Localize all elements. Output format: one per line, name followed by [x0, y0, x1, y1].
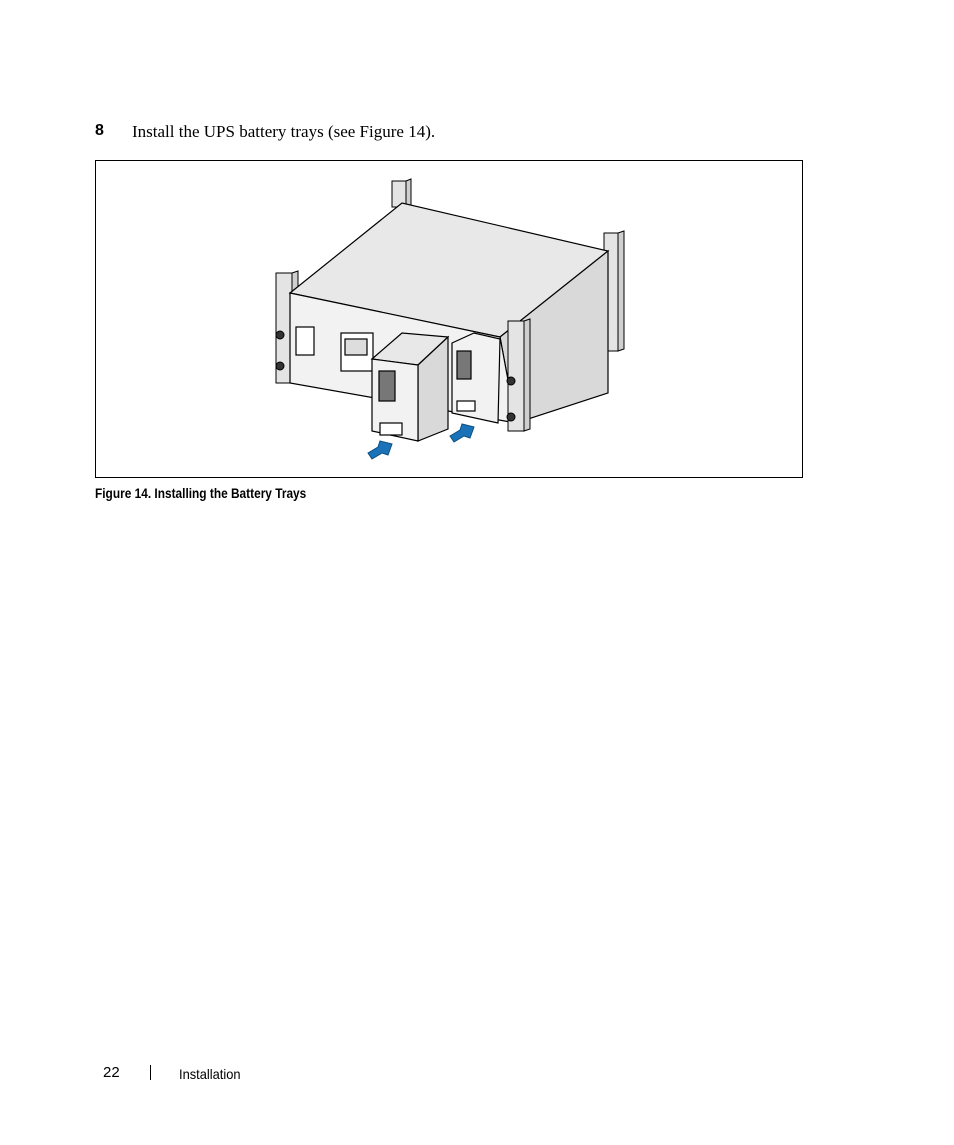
footer-page-number: 22 [103, 1064, 120, 1081]
battery-tray-rear [452, 333, 500, 423]
ups-battery-illustration [96, 161, 802, 477]
step-number: 8 [95, 122, 104, 139]
footer-section-title: Installation [179, 1066, 241, 1082]
right-front-rack-rail [507, 319, 530, 431]
step-text: Install the UPS battery trays (see Figure 14). [132, 122, 436, 141]
footer-separator [150, 1065, 151, 1080]
figure-frame [95, 160, 803, 478]
figure-caption: Figure 14. Installing the Battery Trays [95, 486, 307, 501]
arrow-left [368, 441, 392, 459]
battery-tray-front [372, 333, 448, 441]
arrow-right [450, 424, 474, 442]
ups-chassis [290, 203, 608, 423]
